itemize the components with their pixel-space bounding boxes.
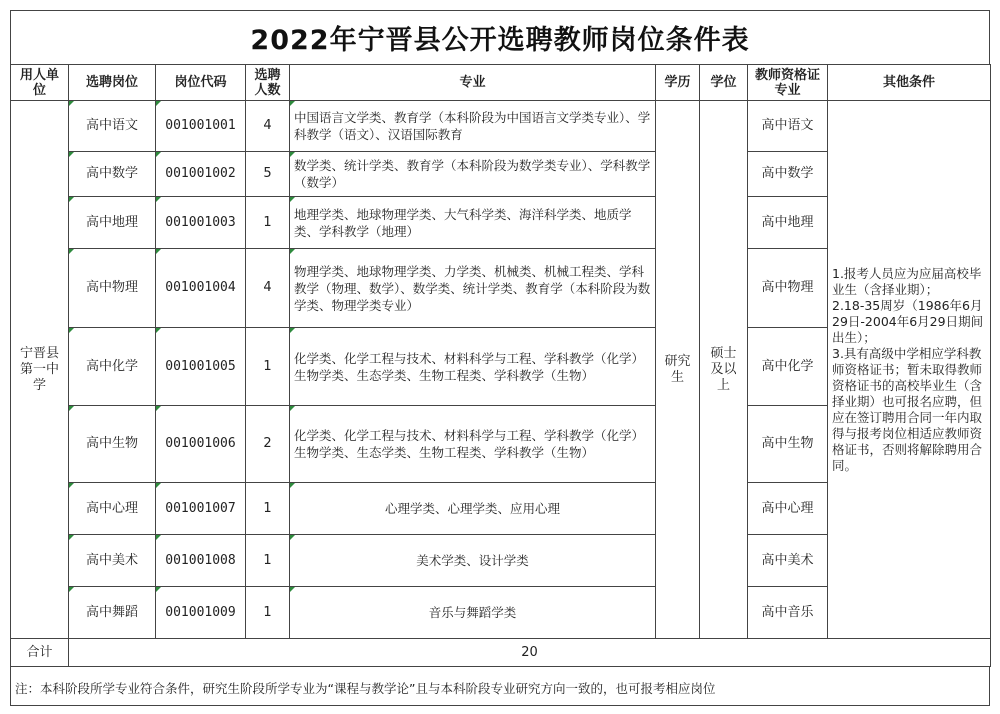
footnote: 注：本科阶段所学专业符合条件，研究生阶段所学专业为“课程与教学论”且与本科阶段专业研究方向一致的，也可报考相应岗位 [10, 667, 990, 706]
code-cell: 001001006 [156, 406, 246, 483]
cert-cell: 高中物理 [748, 249, 828, 328]
cert-cell: 高中地理 [748, 197, 828, 249]
header-degree: 学位 [700, 65, 748, 101]
major-cell: 音乐与舞蹈学类 [290, 587, 656, 639]
header-position: 选聘岗位 [69, 65, 156, 101]
header-other: 其他条件 [828, 65, 991, 101]
position-cell: 高中美术 [69, 535, 156, 587]
code-cell: 001001003 [156, 197, 246, 249]
position-cell: 高中心理 [69, 483, 156, 535]
count-cell: 1 [246, 483, 290, 535]
header-count: 选聘人数 [246, 65, 290, 101]
education-cell: 研究生 [656, 101, 700, 639]
major-cell: 数学类、统计学类、教育学（本科阶段为数学类专业）、学科教学（数学） [290, 152, 656, 197]
count-cell: 4 [246, 249, 290, 328]
major-cell: 中国语言文学类、教育学（本科阶段为中国语言文学类专业）、学科教学（语文）、汉语国际教育 [290, 101, 656, 152]
cert-cell: 高中生物 [748, 406, 828, 483]
code-cell: 001001002 [156, 152, 246, 197]
position-cell: 高中语文 [69, 101, 156, 152]
table-row [11, 101, 991, 152]
degree-cell: 硕士及以上 [700, 101, 748, 639]
cert-cell: 高中美术 [748, 535, 828, 587]
cert-cell: 高中音乐 [748, 587, 828, 639]
total-row [11, 639, 991, 667]
major-cell: 地理学类、地球物理学类、大气科学类、海洋科学类、地质学类、学科教学（地理） [290, 197, 656, 249]
count-cell: 1 [246, 197, 290, 249]
cert-cell: 高中语文 [748, 101, 828, 152]
position-cell: 高中物理 [69, 249, 156, 328]
header-code: 岗位代码 [156, 65, 246, 101]
header-unit: 用人单位 [11, 65, 69, 101]
position-table [10, 64, 991, 667]
major-cell: 美术学类、设计学类 [290, 535, 656, 587]
code-cell: 001001005 [156, 328, 246, 406]
major-cell: 化学类、化学工程与技术、材料科学与工程、学科教学（化学） 生物学类、生态学类、生物工程类、学科教学（生物） [290, 406, 656, 483]
cert-cell: 高中心理 [748, 483, 828, 535]
code-cell: 001001004 [156, 249, 246, 328]
total-label: 合计 [11, 639, 69, 667]
page-title: 2022年宁晋县公开选聘教师岗位条件表 [10, 10, 990, 64]
count-cell: 1 [246, 535, 290, 587]
cert-cell: 高中数学 [748, 152, 828, 197]
header-major: 专业 [290, 65, 656, 101]
other-conditions-cell: 1.报考人员应为应届高校毕业生（含择业期）； 2.18-35周岁（1986年6月29日-2004年6月29日期间出生）； 3.具有高级中学相应学科教师资格证书；暂未取得教师资格证书的高校毕业生（含择业期）也可报名应聘，但应在签订聘用合同一年内取得与报考岗位相适应教师资格证书，否则将解除聘用合同。 [828, 101, 991, 639]
count-cell: 2 [246, 406, 290, 483]
cert-cell: 高中化学 [748, 328, 828, 406]
position-cell: 高中生物 [69, 406, 156, 483]
count-cell: 4 [246, 101, 290, 152]
count-cell: 1 [246, 587, 290, 639]
major-cell: 心理学类、心理学类、应用心理 [290, 483, 656, 535]
code-cell: 001001007 [156, 483, 246, 535]
major-cell: 物理学类、地球物理学类、力学类、机械类、机械工程类、学科教学（物理、数学）、数学类、统计学类、教育学（本科阶段为数学类、物理学类专业） [290, 249, 656, 328]
major-cell: 化学类、化学工程与技术、材料科学与工程、学科教学（化学） 生物学类、生态学类、生物工程类、学科教学（生物） [290, 328, 656, 406]
header-row [11, 65, 991, 101]
code-cell: 001001009 [156, 587, 246, 639]
count-cell: 5 [246, 152, 290, 197]
total-value: 20 [69, 639, 991, 667]
position-cell: 高中地理 [69, 197, 156, 249]
unit-cell: 宁晋县第一中学 [11, 101, 69, 639]
position-cell: 高中数学 [69, 152, 156, 197]
code-cell: 001001008 [156, 535, 246, 587]
code-cell: 001001001 [156, 101, 246, 152]
position-cell: 高中舞蹈 [69, 587, 156, 639]
header-cert: 教师资格证专业 [748, 65, 828, 101]
count-cell: 1 [246, 328, 290, 406]
header-education: 学历 [656, 65, 700, 101]
position-cell: 高中化学 [69, 328, 156, 406]
